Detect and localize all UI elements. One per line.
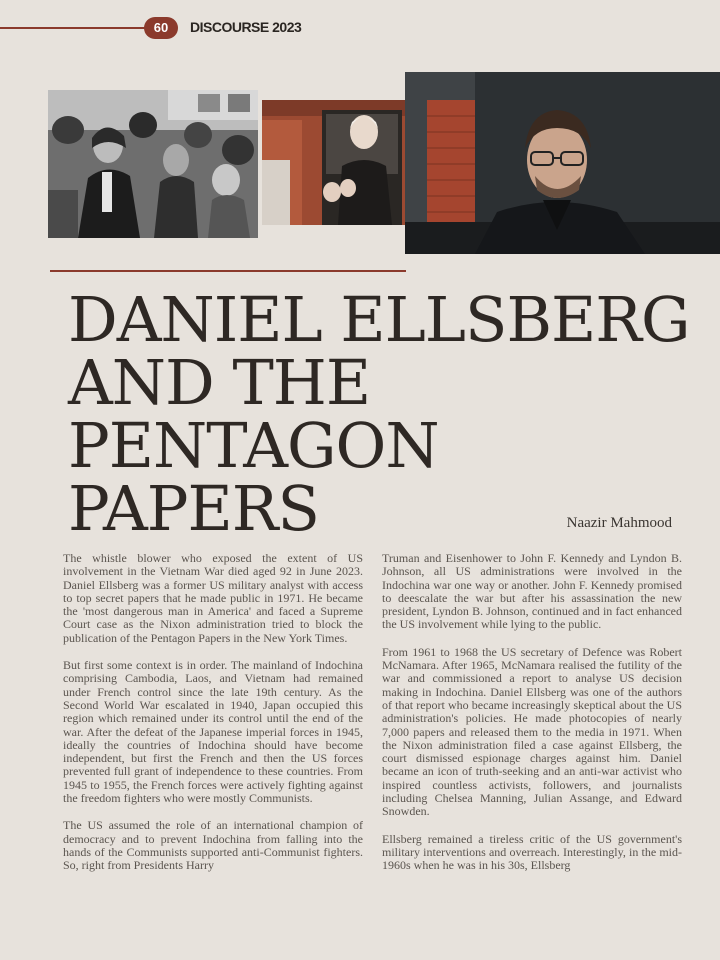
- article-title: [68, 283, 690, 545]
- text-column-right: [382, 552, 682, 887]
- paragraph: Truman and Eisenhower to John F. Kennedy and Lyndon B. Johnson, all US administrations were involved in the Indochina war one way or another. John F. Kennedy promised to deescalate the war but after his assassination the new president, Lyndon B. Johnson, continued and in fact enhanced the US involvement while lying to the public.: [382, 551, 682, 632]
- header-rule: [0, 27, 150, 29]
- photo-ellsberg-crowd: [48, 90, 258, 238]
- photo-assange: [262, 100, 408, 225]
- title-rule: [50, 270, 406, 272]
- paragraph: But first some context is in order. The mainland of Indochina comprising Cambodia, Laos, and Vietnam had remained under French control since the late 19th century. As the Second World War escalated in 1940, Japan occupied this region which remained under its control until the end of the war. After the defeat of the Japanese imperial forces in 1945, ideally the countries of Indochina should have become independent, but first the French and then the US forces prevented full grant of independence to these countries. From 1945 to 1955, the French forces were actively fighting against the freedom fighters who were mostly Communists.: [63, 658, 363, 806]
- title-line: PENTAGON: [68, 409, 439, 482]
- page-number-badge: 60: [144, 17, 178, 39]
- title-line: PAPERS: [68, 472, 319, 545]
- magazine-name: DISCOURSE 2023: [190, 19, 302, 35]
- text-column-left: [63, 552, 363, 887]
- title-line: AND THE: [68, 346, 371, 419]
- photo-snowden: [405, 72, 720, 254]
- paragraph: From 1961 to 1968 the US secretary of Defence was Robert McNamara. After 1965, McNamara realised the futility of the war and commissioned a report to analyse US decision making in Indochina. Daniel Ellsberg was one of the authors of that report who became increasingly skeptical about the US administration's policies. He made photocopies of nearly 7,000 papers and released them to the media in 1971. When the Nixon administration filed a case against Ellsberg, the court dismissed espionage charges against him. Daniel became an icon of truth-seeking and an anti-war activist who inspired countless activists, followers, and journalists including Chelsea Manning, Julian Assange, and Edward Snowden.: [382, 644, 682, 819]
- paragraph: The whistle blower who exposed the extent of US involvement in the Vietnam War died aged 92 in June 2023. Daniel Ellsberg was a former US military analyst with access to top secret papers that he made public in 1971. He became the 'most dangerous man in America' and faced a Supreme Court case as the Nixon administration tried to block the publication of the Pentagon Papers in the New York Times.: [63, 551, 363, 645]
- paragraph: Ellsberg remained a tireless critic of the US government's military interventions and overreach. Interestingly, in the mid-1960s when he was in his 30s, Ellsberg: [382, 831, 682, 873]
- paragraph: The US assumed the role of an international champion of democracy and to prevent Indochina from falling into the hands of the Communists supported anti-Communist fighters. So, right from Presidents Harry: [63, 818, 363, 873]
- author-byline: Naazir Mahmood: [566, 515, 672, 531]
- title-line: DANIEL ELLSBERG: [68, 283, 690, 356]
- page-header: [0, 12, 720, 44]
